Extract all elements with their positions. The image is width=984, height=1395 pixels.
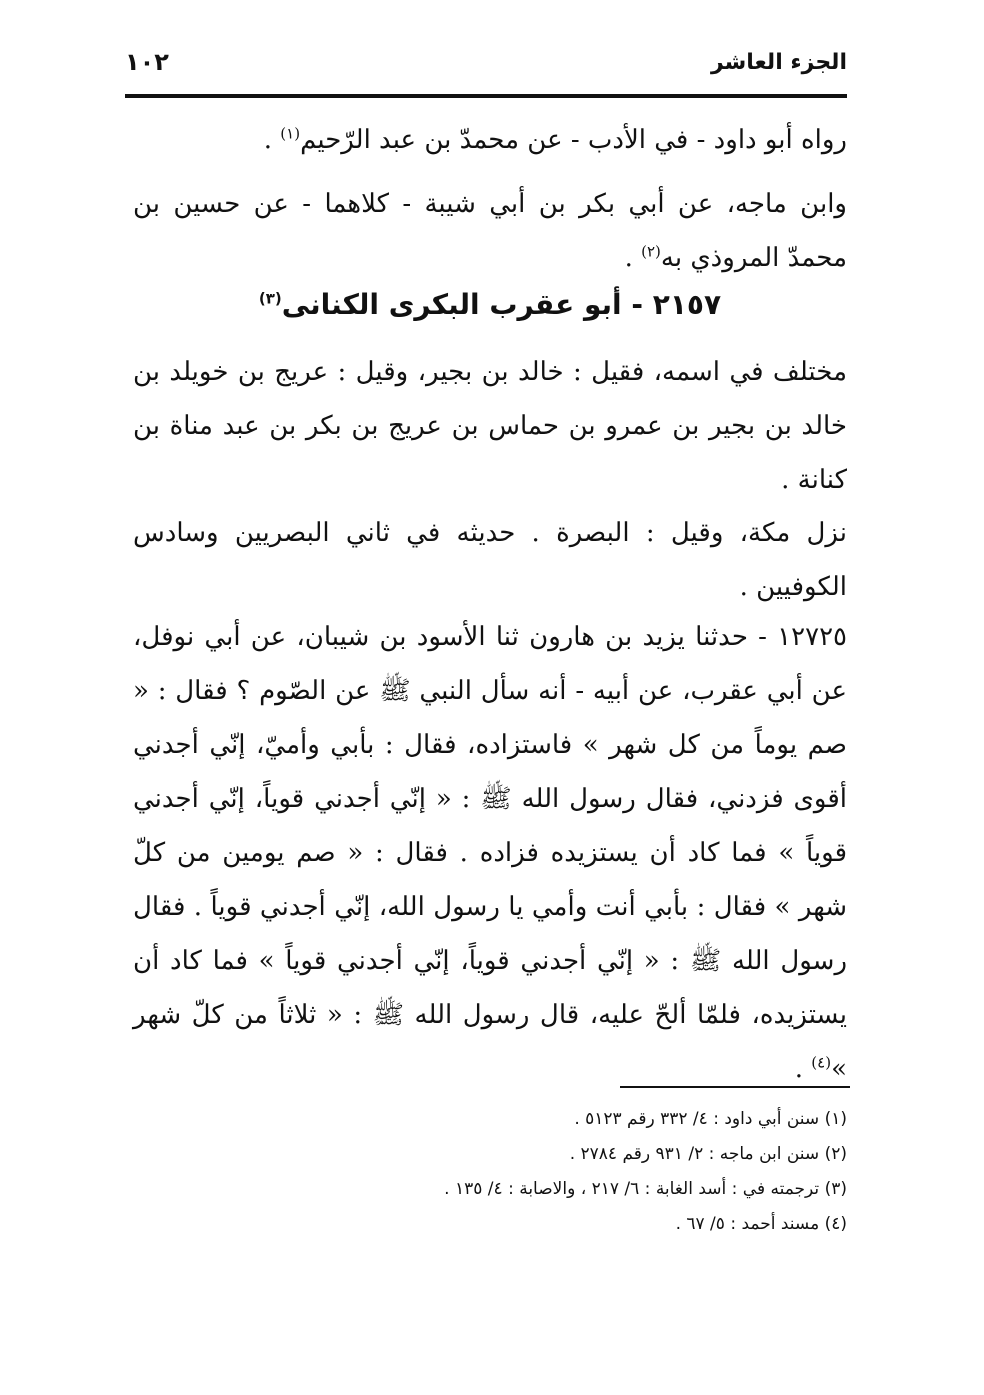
entry-heading: [133, 285, 847, 325]
paragraph-name-dispute: مختلف في اسمه، فقيل : خالد بن بجير، وقيل : عريج بن خويلد بن خالد بن بجير بن عمرو بن حماس بن عريج بن بكر بن عبد مناة بن كنانة .: [133, 357, 847, 495]
footnote-ref-3: (٣): [258, 289, 282, 308]
page-number: ١٠٢: [125, 48, 169, 76]
hadith-text: ١٢٧٢٥ - حدثنا يزيد بن هارون ثنا الأسود بن شيبان، عن أبي نوفل، عن أبي عقرب، عن أبيه - أنه سأل النبي ﷺ عن الصّوم ؟ فقال : « صم يوماً من كل شهر » فاستزاده، فقال : بأبي وأميّ، إنّي أجدني أقوى فزدني، فقال رسول الله ﷺ : « إنّي أجدني قوياً، إنّي أجدني قوياً » فما كاد أن يستزيده فزاده . فقال : « صم يومين من كلّ شهر » فقال : بأبي أنت وأمي يا رسول الله، إنّي أجدني قوياً . فقال رسول الله ﷺ : « إنّي أجدني قوياً، إنّي أجدني قوياً » فما كاد أن يستزيده، فلمّا ألحّ عليه، قال رسول الله ﷺ : « ثلاثاً من كلّ شهر »: [133, 622, 847, 1084]
footnote-3: (٣) ترجمته في : أسد الغابة : ٦/ ٢١٧ ، والاصابة : ٤/ ١٣٥ .: [444, 1179, 847, 1199]
paragraph-end: .: [794, 1054, 812, 1084]
header-rule: [125, 94, 847, 98]
paragraph-text: وابن ماجه، عن أبي بكر بن أبي شيبة - كلاهما - عن حسين بن محمدّ المروذي به: [133, 189, 847, 273]
paragraph-text: رواه أبو داود - في الأدب - عن محمدّ بن عبد الرّحيم: [300, 125, 847, 155]
paragraph-end: .: [263, 125, 281, 155]
page-header: [125, 46, 847, 96]
footnote-ref-2: (٢): [641, 242, 661, 261]
running-title: الجزء العاشر: [710, 50, 847, 75]
footnote-4: (٤) مسند أحمد : ٥/ ٦٧ .: [675, 1214, 847, 1234]
entry-heading-text: ٢١٥٧ - أبو عقرب البكرى الكنانى: [281, 288, 722, 321]
paragraph-abu-dawud: [133, 113, 847, 167]
paragraph-end: .: [624, 243, 642, 273]
footnote-1: (١) سنن أبي داود : ٤/ ٣٣٢ رقم ٥١٢٣ .: [574, 1109, 847, 1129]
paragraph-ibn-majah: [133, 177, 847, 285]
footnotes: [133, 1102, 847, 1242]
paragraph-residence: نزل مكة، وقيل : البصرة . حديثه في ثاني البصريين وسادس الكوفيين .: [133, 518, 847, 602]
footnote-ref-4: (٤): [811, 1053, 832, 1072]
footnote-ref-1: (١): [280, 124, 301, 143]
footnote-rule: [620, 1086, 850, 1088]
footnote-2: (٢) سنن ابن ماجه : ٢/ ٩٣١ رقم ٢٧٨٤ .: [569, 1144, 847, 1164]
hadith-12725: [133, 610, 847, 1096]
